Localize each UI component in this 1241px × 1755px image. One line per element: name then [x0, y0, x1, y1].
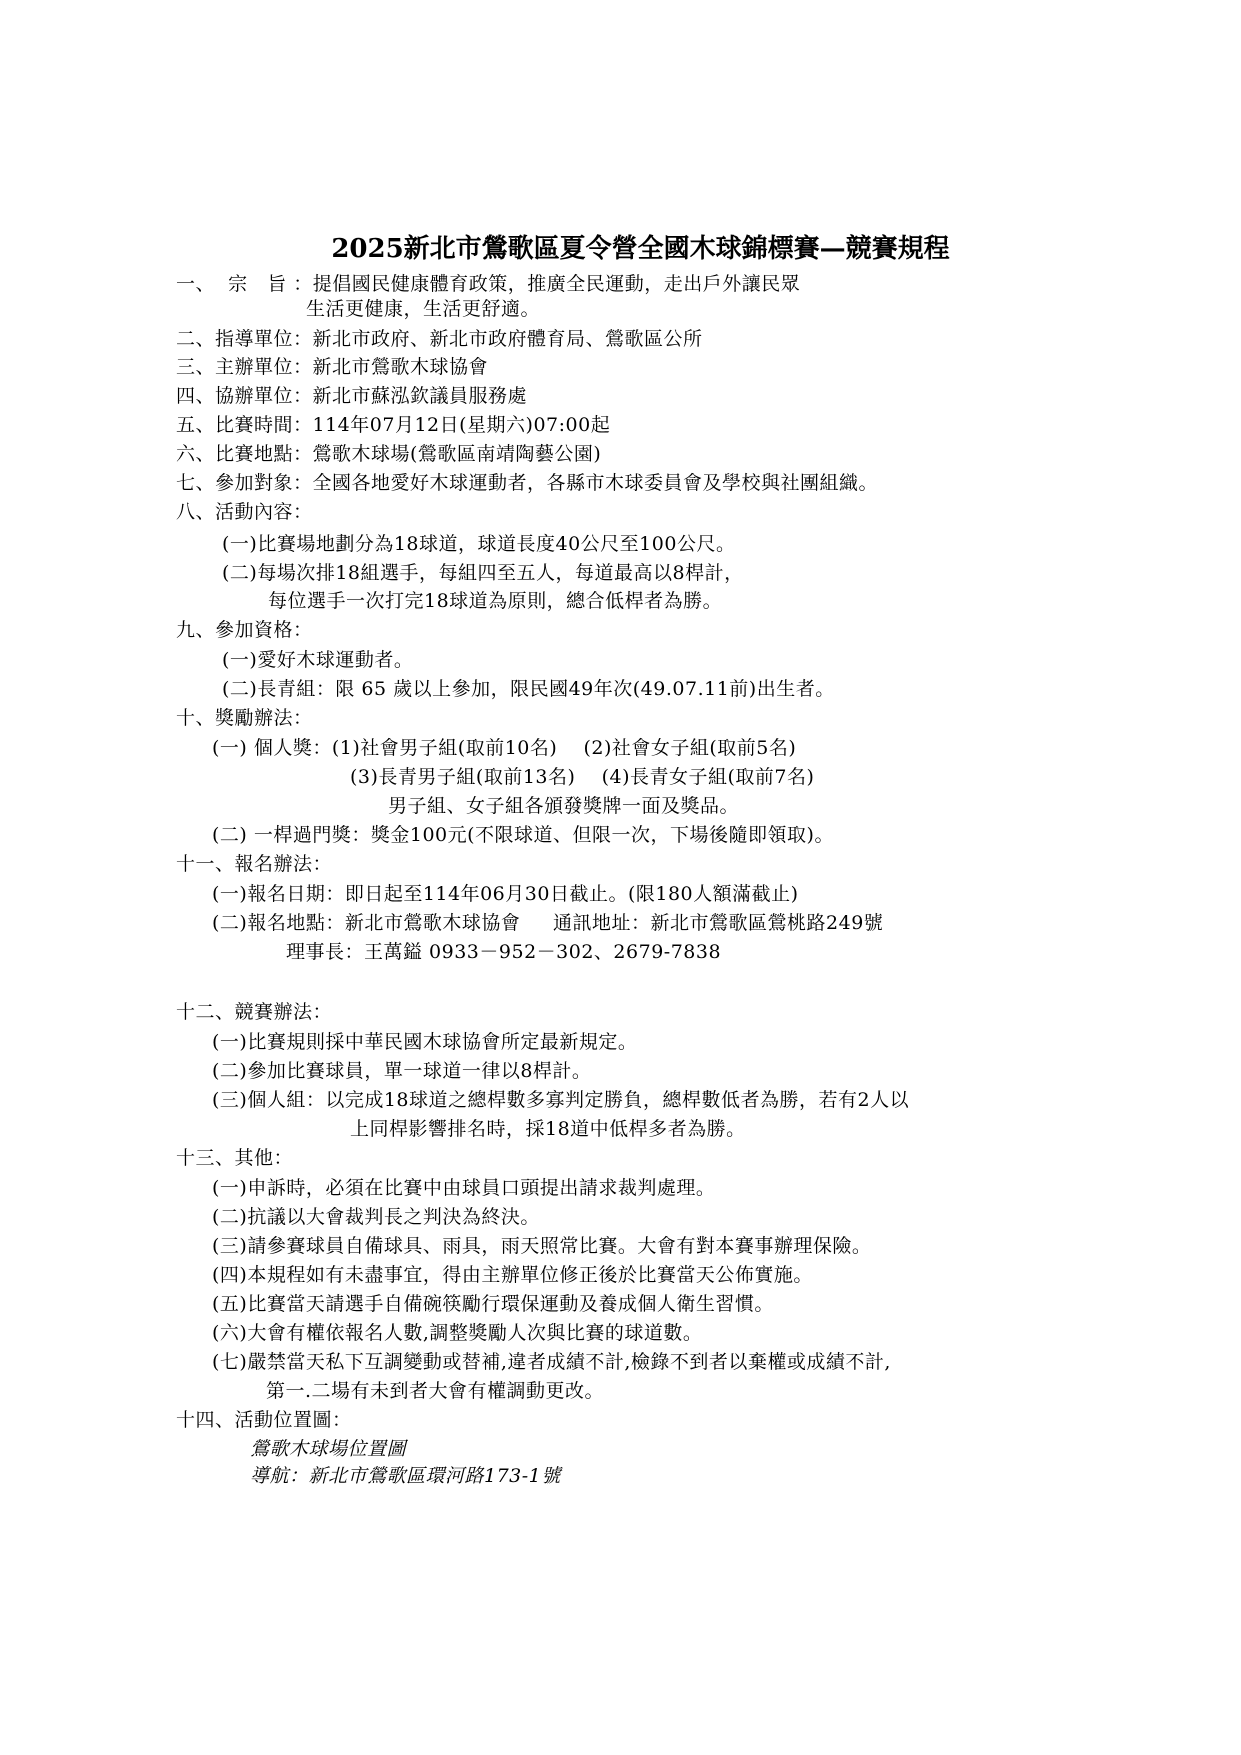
- section-13-heading: 十三、其他：: [176, 1147, 294, 1169]
- section-5-time: 五、比賽時間：114年07月12日(星期六)07:00起: [176, 414, 611, 436]
- section-11-item-2: (二)報名地點：新北市鶯歌木球協會 通訊地址：新北市鶯歌區鶯桃路249號: [212, 912, 884, 934]
- location-map-label: 鶯歌木球場位置圖: [250, 1438, 407, 1460]
- section-12-item-3-cont: 上同桿影響排名時，採18道中低桿多者為勝。: [350, 1118, 746, 1140]
- section-12-item-3: (三)個人組：以完成18球道之總桿數多寡判定勝負，總桿數低者為勝，若有2人以: [212, 1089, 910, 1111]
- section-10-item-1-note: 男子組、女子組各頒發獎牌一面及獎品。: [388, 795, 740, 817]
- section-8-item-2-cont: 每位選手一次打完18球道為原則，總合低桿者為勝。: [268, 590, 723, 612]
- section-13-item-5: (五)比賽當天請選手自備碗筷勵行環保運動及養成個人衛生習慣。: [212, 1293, 774, 1315]
- section-7-participants: 七、參加對象：全國各地愛好木球運動者，各縣市木球委員會及學校與社團組織。: [176, 472, 879, 494]
- section-6-venue: 六、比賽地點：鶯歌木球場(鶯歌區南靖陶藝公園): [176, 443, 602, 465]
- navigation-address: 導航：新北市鶯歌區環河路173-1號: [250, 1465, 561, 1487]
- section-12-item-2: (二)參加比賽球員，單一球道一律以8桿計。: [212, 1060, 592, 1082]
- document-title: 2025新北市鶯歌區夏令營全國木球錦標賽—競賽規程: [331, 234, 950, 264]
- section-14-heading: 十四、活動位置圖：: [176, 1409, 352, 1431]
- section-12-item-1: (一)比賽規則採中華民國木球協會所定最新規定。: [212, 1031, 638, 1053]
- section-13-item-7: (七)嚴禁當天私下互調變動或替補,違者成績不計,檢錄不到者以棄權或成績不計,: [212, 1351, 891, 1373]
- section-10-item-1-cont: (3)長青男子組(取前13名) (4)長青女子組(取前7名): [350, 766, 815, 788]
- section-11-item-1: (一)報名日期：即日起至114年06月30日截止。(限180人額滿截止): [212, 883, 799, 905]
- section-13-item-3: (三)請參賽球員自備球具、雨具，雨天照常比賽。大會有對本賽事辦理保險。: [212, 1235, 872, 1257]
- section-1-purpose-cont: 生活更健康，生活更舒適。: [306, 298, 541, 320]
- section-8-heading: 八、活動內容：: [176, 501, 313, 523]
- section-9-heading: 九、參加資格：: [176, 619, 313, 641]
- section-11-contact: 理事長：王萬鎰 0933－952－302、2679-7838: [286, 941, 722, 963]
- section-13-item-6: (六)大會有權依報名人數,調整獎勵人次與比賽的球道數。: [212, 1322, 703, 1344]
- section-12-heading: 十二、競賽辦法：: [176, 1001, 333, 1023]
- section-13-item-7-cont: 第一.二場有未到者大會有權調動更改。: [266, 1380, 605, 1402]
- section-13-item-4: (四)本規程如有未盡事宜，得由主辦單位修正後於比賽當天公佈實施。: [212, 1264, 813, 1286]
- section-1-purpose: 一、 宗 旨 ：提倡國民健康體育政策，推廣全民運動，走出戶外讓民眾: [176, 273, 801, 295]
- section-9-item-1: (一)愛好木球運動者。: [222, 649, 414, 671]
- section-4-co-organizer: 四、協辦單位：新北市蘇泓欽議員服務處: [176, 385, 528, 407]
- section-13-item-2: (二)抗議以大會裁判長之判決為終決。: [212, 1206, 540, 1228]
- section-3-organizer: 三、主辦單位：新北市鶯歌木球協會: [176, 356, 489, 378]
- section-13-item-1: (一)申訴時，必須在比賽中由球員口頭提出請求裁判處理。: [212, 1177, 716, 1199]
- section-10-heading: 十、獎勵辦法：: [176, 707, 313, 729]
- section-10-item-1: (一) 個人獎：(1)社會男子組(取前10名) (2)社會女子組(取前5名): [212, 737, 797, 759]
- section-2-guiding-unit: 二、指導單位：新北市政府、新北市政府體育局、鶯歌區公所: [176, 328, 703, 350]
- section-8-item-2: (二)每場次排18組選手，每組四至五人，每道最高以8桿計，: [222, 562, 744, 584]
- section-11-heading: 十一、報名辦法：: [176, 853, 333, 875]
- section-9-item-2: (二)長青組：限 65 歲以上參加，限民國49年次(49.07.11前)出生者。: [222, 678, 835, 700]
- section-10-item-2: (二) 一桿過門獎：獎金100元(不限球道、但限一次，下場後隨即領取)。: [212, 824, 834, 846]
- section-8-item-1: (一)比賽場地劃分為18球道，球道長度40公尺至100公尺。: [222, 533, 736, 555]
